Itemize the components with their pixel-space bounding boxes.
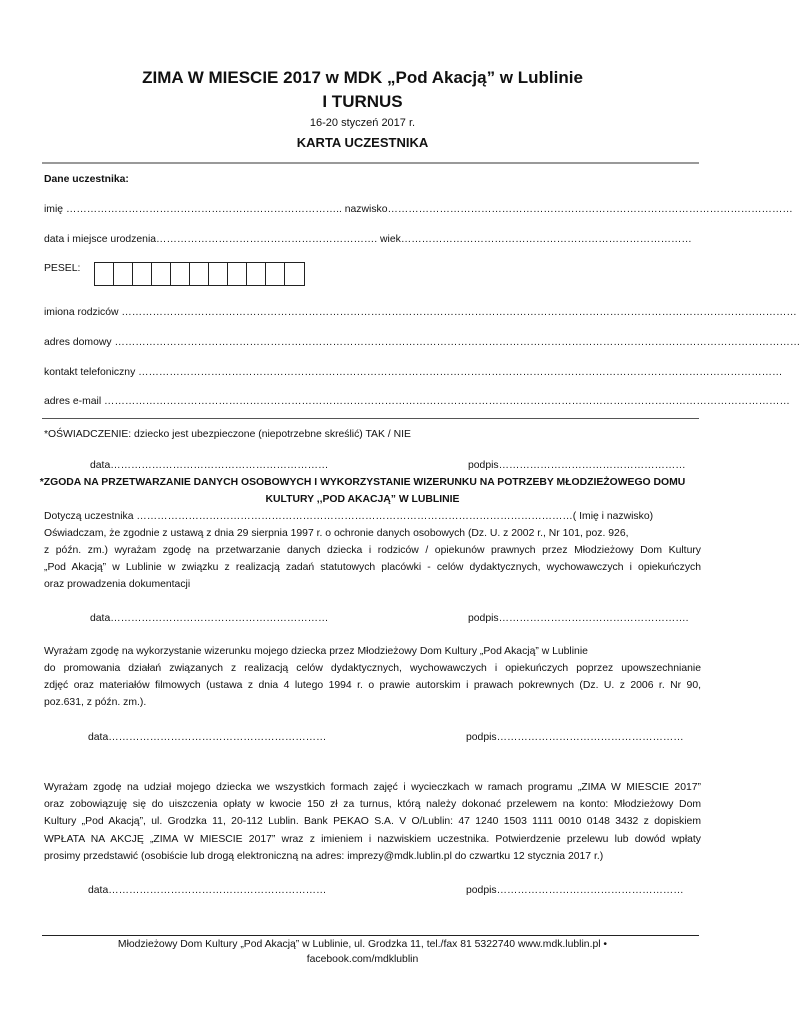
dates-subtitle: 16-20 styczeń 2017 r. (309, 117, 416, 129)
gdpr-heading: *ZGODA NA PRZETWARZANIE DANYCH OSOBOWYCH I WYKORZYSTANIE WIZERUNKU NA POTRZEBY MŁODZIEŻOWEGO DOMU (39, 477, 686, 488)
pesel-digit-box[interactable] (95, 263, 114, 285)
gdpr-text: Oświadczam, że zgodnie z ustawą z dnia 29 sierpnia 1997 r. o ochronie danych osobowych (Dz. U. z 2002 r., Nr 101, poz. 926, (44, 528, 629, 539)
pesel-digit-box[interactable] (114, 263, 133, 285)
gdpr-text: „Pod Akacją” w Lublinie w związku z realizacją zadań statutowych placówki - celów dydaktycznych, wychowawczych i opiekuńczych (44, 562, 701, 573)
header-divider (42, 162, 699, 164)
participation-text: Kultury „Pod Akacją”, ul. Grodzka 11, 20-112 Lublin. Bank PEKAO S.A. V O/Lublin: 47 1240 1503 1111 0010 0148 3432 z dopiskiem (44, 816, 701, 827)
image-signature-field[interactable]: podpis……………………………………………… (466, 732, 684, 743)
gdpr-signature-field[interactable]: podpis………………………………………………. (468, 613, 689, 624)
phone-field[interactable]: kontakt telefoniczny …………………………………………………………………………………………………………………………………………………………………… (44, 367, 783, 378)
image-consent-text: poz.631, z późn. zm.). (44, 697, 147, 708)
pesel-digit-box[interactable] (171, 263, 190, 285)
image-consent-text: do promowania działań związanych z realizacją celów dydaktycznych, wychowawczych i opiekuńczych poprzez upowszechnianie (44, 663, 701, 674)
address-field[interactable]: adres domowy ……………………………………………………………………………………………………………………………………………………………………………… (44, 337, 800, 348)
gdpr-text: z późn. zm.) wyrażam zgodę na przetwarzanie danych dziecka i rodziców / opiekunów prawnych przez Młodzieżowy Dom Kultury (44, 545, 701, 556)
pesel-input[interactable] (94, 262, 305, 286)
insurance-signature-field[interactable]: podpis……………………………………………… (468, 460, 686, 471)
image-date-field[interactable]: data……………………………………………………… (88, 732, 327, 743)
gdpr-heading-cont: KULTURY ,,POD AKACJĄ” W LUBLINIE (265, 494, 460, 505)
email-field[interactable]: adres e-mail ……………………………………………………………………………………………………………………………………………………………………………… (44, 396, 790, 407)
gdpr-participant-field[interactable]: Dotyczą uczestnika ………………………………………………………………………………………………………………( Imię i nazwisko) (44, 511, 654, 522)
pesel-digit-box[interactable] (190, 263, 209, 285)
parents-field[interactable]: imiona rodziców …………………………………………………………………………………………………………………………………………………………………………… (44, 307, 797, 318)
turnus-heading: I TURNUS (322, 92, 403, 111)
birth-field[interactable]: data i miejsce urodzenia………………………………………………………. wiek………………………………………………………………………… (44, 234, 692, 245)
first-name-field[interactable]: imię …………………………………………………………………….. nazwisko……………………………………………………………………………………………………… (44, 204, 793, 215)
participation-date-field[interactable]: data……………………………………………………… (88, 885, 327, 896)
footer-facebook: facebook.com/mdklublin (306, 954, 419, 965)
pesel-digit-box[interactable] (209, 263, 228, 285)
pesel-digit-box[interactable] (247, 263, 266, 285)
participation-text: Wyrażam zgodę na udział mojego dziecka we wszystkich formach zajęć i wycieczkach w ramach programu „ZIMA W MIESCIE 2017” (44, 782, 701, 793)
section-divider (42, 418, 699, 419)
pesel-digit-box[interactable] (285, 263, 304, 285)
pesel-digit-box[interactable] (133, 263, 152, 285)
participant-section-label: Dane uczestnika: (44, 174, 129, 185)
document-title: ZIMA W MIESCIE 2017 w MDK „Pod Akacją” w Lublinie (142, 68, 583, 87)
participation-text: oraz zobowiązuję się do uiszczenia opłaty w kwocie 150 zł za turnus, którą należy dokonać przelewem na konto: Młodzieżowy Dom (44, 799, 701, 810)
participation-text: prosimy przedstawić (osobiście lub drogą elektroniczną na adres: imprezy@mdk.lublin.pl do czwartku 12 stycznia 2017 r.) (44, 851, 604, 862)
pesel-digit-box[interactable] (152, 263, 171, 285)
footer-address: Młodzieżowy Dom Kultury „Pod Akacją” w Lublinie, ul. Grodzka 11, tel./fax 81 5322740 www.mdk.lublin.pl • (117, 939, 608, 950)
pesel-digit-box[interactable] (228, 263, 247, 285)
gdpr-text: oraz prowadzenia dokumentacji (44, 579, 191, 590)
insurance-date-field[interactable]: data……………………………………………………… (90, 460, 329, 471)
participation-text: WPŁATA NA AKCJĘ „ZIMA W MIESCIE 2017” wraz z imieniem i nazwiskiem uczestnika. Potwierdzenie przelewu lub dowód wpłaty (44, 834, 701, 845)
insurance-statement: *OŚWIADCZENIE: dziecko jest ubezpieczone (niepotrzebne skreślić) TAK / NIE (44, 429, 411, 440)
participation-signature-field[interactable]: podpis……………………………………………… (466, 885, 684, 896)
pesel-label: PESEL: (44, 263, 81, 274)
image-consent-text: zdjęć oraz materiałów filmowych (ustawa z dnia 4 lutego 1994 r. o prawie autorskim i prawach pokrewnych (Dz. U. z 2006 r. Nr 90, (44, 680, 701, 691)
gdpr-date-field[interactable]: data……………………………………………………… (90, 613, 329, 624)
card-title: KARTA UCZESTNIKA (296, 135, 429, 150)
footer-divider (42, 935, 699, 936)
image-consent-text: Wyrażam zgodę na wykorzystanie wizerunku mojego dziecka przez Młodzieżowy Dom Kultury „Pod Akacją” w Lublinie (44, 646, 588, 657)
pesel-digit-box[interactable] (266, 263, 285, 285)
